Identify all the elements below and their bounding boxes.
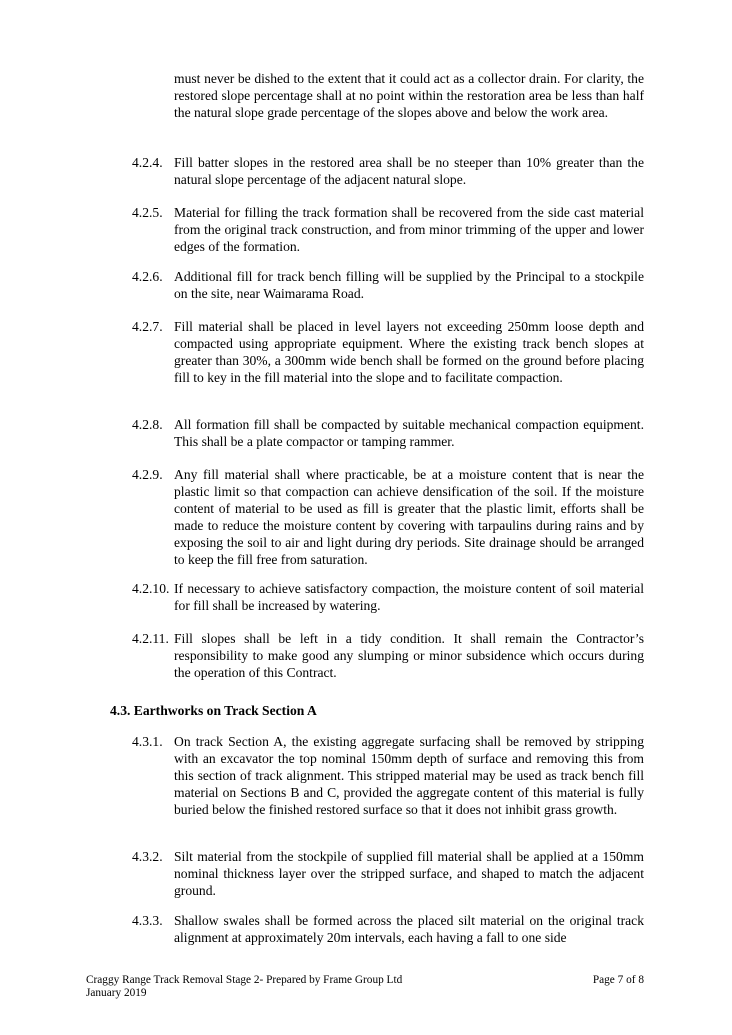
clause-number: 4.2.7. <box>132 319 163 334</box>
clause-4-3-2 <box>132 848 644 899</box>
clause-number: 4.2.8. <box>132 417 163 432</box>
clause-text: Any fill material shall where practicable, be at a moisture content that is near the plastic limit so that compaction can achieve densification of the soil. If the moisture content of material to be used as fill is greater that the plastic limit, efforts shall be made to reduce the moisture content by covering with tarpaulins during rains and by exposing the soil to air and light during dry periods. Site drainage should be arranged to keep the fill free from saturation. <box>174 467 644 567</box>
clause-4-2-9 <box>132 466 644 568</box>
clause-text: Fill material shall be placed in level layers not exceeding 250mm loose depth and compacted using appropriate equipment. Where the existing track bench slopes at greater than 30%, a 300mm wide bench shall be formed on the ground before placing fill to key in the fill material into the slope and to facilitate compaction. <box>174 319 644 385</box>
clause-4-2-6 <box>132 268 644 302</box>
clause-number: 4.2.5. <box>132 205 163 220</box>
clause-4-2-10 <box>132 580 644 614</box>
clause-4-2-5 <box>132 204 644 255</box>
clause-number: 4.3.2. <box>132 849 163 864</box>
footer-doc-title: Craggy Range Track Removal Stage 2- Prepared by Frame Group Ltd <box>86 974 403 986</box>
clause-text: Shallow swales shall be formed across the placed silt material on the original track alignment at approximately 20m intervals, each having a fall to one side <box>174 913 644 945</box>
clause-text: All formation fill shall be compacted by suitable mechanical compaction equipment. This shall be a plate compactor or tamping rammer. <box>174 417 644 449</box>
clause-text: If necessary to achieve satisfactory compaction, the moisture content of soil material for fill shall be increased by watering. <box>174 581 644 613</box>
clause-4-2-11 <box>132 630 644 681</box>
clause-number: 4.2.4. <box>132 155 163 170</box>
clause-text: Additional fill for track bench filling will be supplied by the Principal to a stockpile on the site, near Waimarama Road. <box>174 269 644 301</box>
clause-text: Fill batter slopes in the restored area shall be no steeper than 10% greater than the natural slope percentage of the adjacent natural slope. <box>174 155 644 187</box>
clause-4-3-3 <box>132 912 644 946</box>
clause-4-3-1 <box>132 733 644 818</box>
footer-date: January 2019 <box>86 987 147 999</box>
clause-4-2-4 <box>132 154 644 188</box>
clause-number: 4.2.11. <box>132 631 169 646</box>
section-heading: 4.3. Earthworks on Track Section A <box>110 703 317 718</box>
clause-number: 4.2.6. <box>132 269 163 284</box>
page-footer <box>86 974 644 1000</box>
clause-number: 4.3.3. <box>132 913 163 928</box>
clause-text: Silt material from the stockpile of supplied fill material shall be applied at a 150mm nominal thickness layer over the stripped surface, and shaped to match the adjacent ground. <box>174 849 644 898</box>
clause-text: Fill slopes shall be left in a tidy condition. It shall remain the Contractor’s responsibility to make good any slumping or minor subsidence which occurs during the operation of this Contract. <box>174 631 644 680</box>
continued-paragraph: must never be dished to the extent that it could act as a collector drain. For clarity, the restored slope percentage shall at no point within the restoration area be less than half the natural slope grade percentage of the slopes above and below the work area. <box>174 71 644 120</box>
page-number: Page 7 of 8 <box>592 974 644 986</box>
clause-4-2-7 <box>132 318 644 386</box>
clause-number: 4.2.10. <box>132 581 170 596</box>
clause-4-2-8 <box>132 416 644 450</box>
clause-text: Material for filling the track formation shall be recovered from the side cast material from the original track construction, and from minor trimming of the upper and lower edges of the formation. <box>174 205 644 254</box>
clause-number: 4.2.9. <box>132 467 163 482</box>
clause-number: 4.3.1. <box>132 734 163 749</box>
clause-text: On track Section A, the existing aggregate surfacing shall be removed by stripping with an excavator the top nominal 150mm depth of surface and removing this from this section of track alignment. This stripped material may be used as track bench fill material on Sections B and C, provided the aggregate content of this material is fully buried below the finished restored surface so that it does not inhibit grass growth. <box>174 734 644 817</box>
